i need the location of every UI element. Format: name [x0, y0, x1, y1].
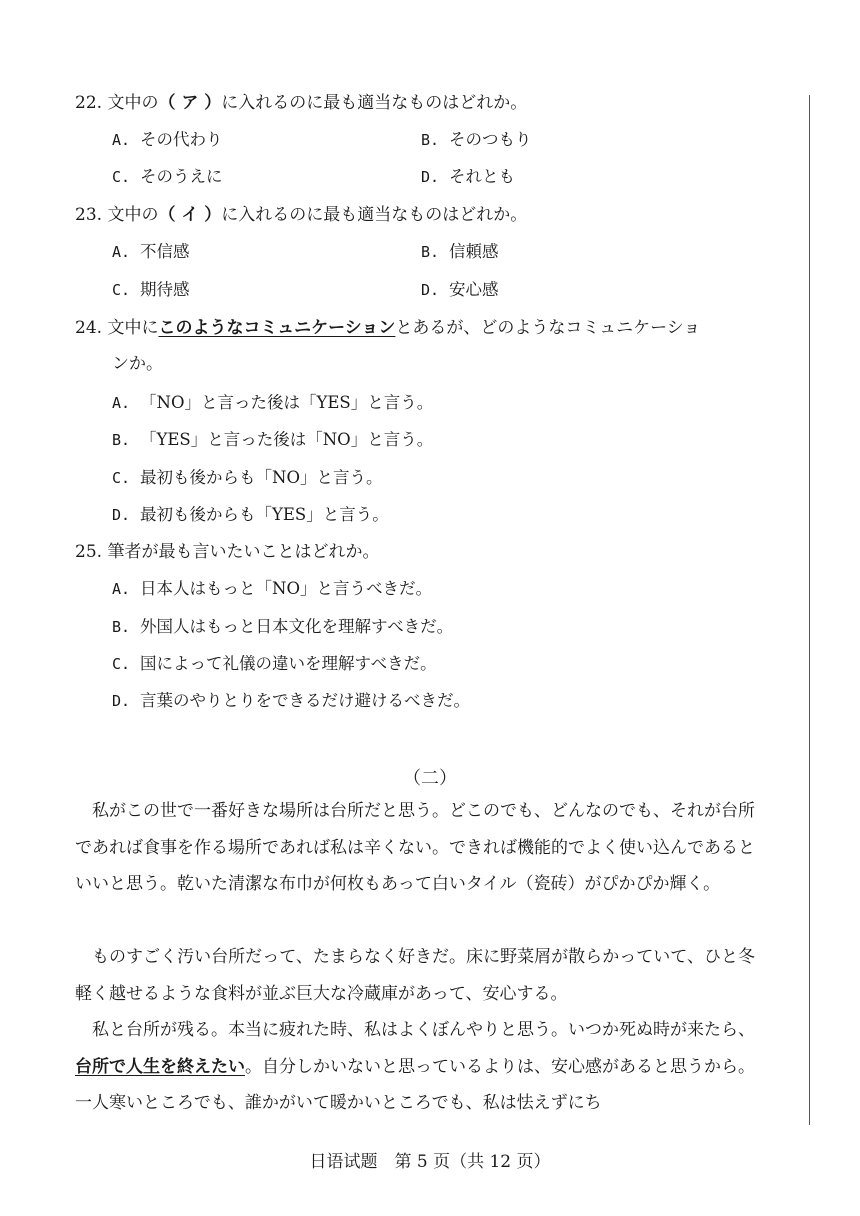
- option: D. それとも: [421, 167, 515, 186]
- question-continuation: ンか。: [112, 354, 163, 374]
- option: B. 外国人はもっと日本文化を理解すべきだ。: [112, 617, 454, 636]
- passage-text: 私と台所が残る。本当に疲れた時、私はよくぼんやりと思う。いつか死ぬ時が来たら、: [75, 1020, 755, 1040]
- question-number: 22.: [75, 93, 103, 113]
- option: B. そのつもり: [421, 130, 532, 149]
- section-title: （二）: [403, 768, 457, 789]
- passage-paragraph-1: 私がこの世で一番好きな場所は台所だと思う。どこのでも、どんなのでも、それが台所であれば食事を作る場所であれば私は辛くない。できれば機能的でよく使い込んであるといいと思う。乾いた清潔な布巾が何枚もあって白いタイル（瓷砖）がぴかぴか輝く。: [75, 801, 755, 894]
- option: A. 日本人はもっと「NO」と言うべきだ。: [112, 579, 432, 598]
- question-text: 文中に: [107, 318, 159, 338]
- underlined-phrase: このようなコミュニケーション: [158, 318, 396, 338]
- blank-marker: （ イ ）: [158, 205, 222, 225]
- question-number: 25.: [75, 542, 103, 562]
- question-22: [75, 91, 527, 115]
- question-text: に入れるのに最も適当なものはどれか。: [221, 205, 528, 225]
- option: D. 言葉のやりとりをできるだけ避けるべきだ。: [112, 691, 470, 710]
- underlined-phrase: 台所で人生を終えたい: [75, 1056, 245, 1077]
- blank-marker: （ ア ）: [158, 93, 222, 113]
- option: B. 「YES」と言った後は「NO」と言う。: [112, 430, 434, 449]
- page-footer: 日语试题 第 5 页（共 12 页）: [309, 1152, 551, 1172]
- option: C. そのうえに: [112, 167, 223, 186]
- question-25: [75, 540, 379, 564]
- option: D. 最初も後からも「YES」と言う。: [112, 505, 389, 524]
- question-text: に入れるのに最も適当なものはどれか。: [221, 93, 528, 113]
- passage-paragraph-3: [75, 1012, 755, 1122]
- option: A. その代わり: [112, 130, 223, 149]
- option: C. 国によって礼儀の違いを理解すべきだ。: [112, 654, 437, 673]
- option: A. 「NO」と言った後は「YES」と言う。: [112, 393, 434, 412]
- option: A. 不信感: [112, 242, 190, 261]
- option: C. 期待感: [112, 280, 190, 299]
- passage-text: 。自分しかいないと思っているよりは、安心感があると思うから。一人寒いところでも、誰かがいて暖かいところでも、私は怯えずにち: [75, 1056, 755, 1113]
- question-text: 筆者が最も言いたいことはどれか。: [107, 542, 380, 562]
- option: D. 安心感: [421, 280, 499, 299]
- question-text: 文中の: [107, 205, 159, 225]
- question-24: [75, 316, 700, 340]
- question-text: 文中の: [107, 93, 159, 113]
- question-number: 23.: [75, 205, 103, 225]
- option: B. 信頼感: [421, 242, 499, 261]
- question-number: 24.: [75, 318, 103, 338]
- passage-paragraph-2: ものすごく汚い台所だって、たまらなく好きだ。床に野菜屑が散らかっていて、ひと冬軽く越せるような食料が並ぶ巨大な冷蔵庫があって、安心する。: [75, 947, 755, 1004]
- margin-rule: [809, 95, 810, 1125]
- question-23: [75, 203, 527, 227]
- question-text: とあるが、どのようなコミュニケーショ: [395, 318, 701, 338]
- option: C. 最初も後からも「NO」と言う。: [112, 468, 383, 487]
